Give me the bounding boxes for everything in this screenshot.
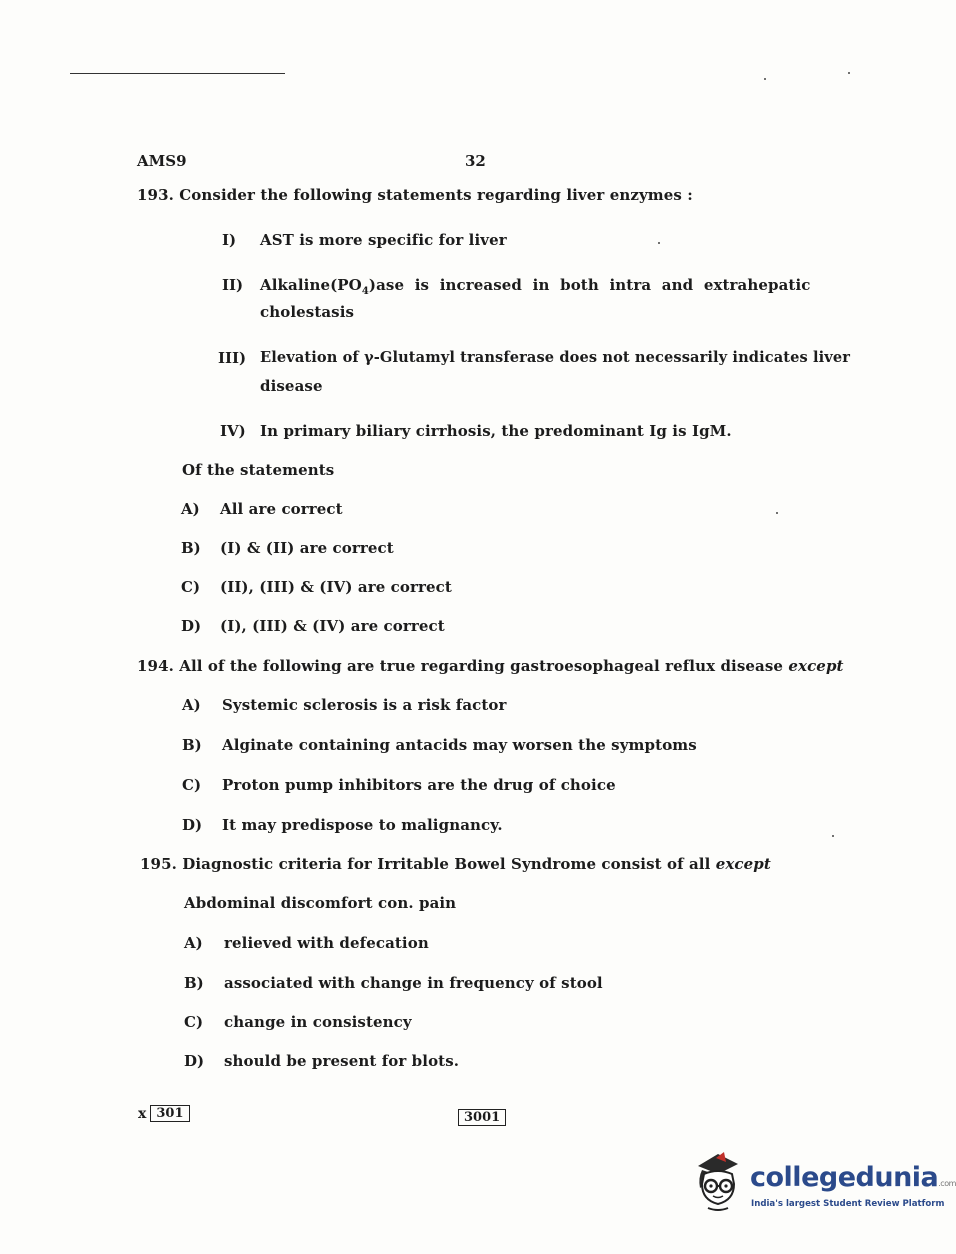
option-label: D) [182, 816, 203, 834]
statement-label: III) [218, 349, 247, 367]
question-prompt: Diagnostic criteria for Irritable Bowel Syndrome consist of all [182, 855, 711, 873]
question-194 [137, 657, 844, 675]
option-text: Systemic sclerosis is a risk factor [222, 696, 507, 714]
option-text: change in consistency [224, 1013, 412, 1031]
footer-code-box: 301 [150, 1105, 189, 1122]
option-label: A) [181, 500, 200, 518]
statement-text [260, 276, 811, 297]
statement-text: Elevation of γ-Glutamyl transferase does not necessarily indicates liver [260, 349, 851, 366]
question-prompt: Consider the following statements regarding liver enzymes : [179, 186, 693, 204]
option-label: B) [182, 736, 202, 754]
scan-speck [832, 835, 834, 837]
question-emphasis: except [715, 855, 771, 873]
option-label: D) [184, 1052, 205, 1070]
question-number: 193. [137, 186, 174, 204]
collegedunia-watermark [688, 1148, 956, 1218]
option-label: C) [184, 1013, 204, 1031]
statement-text-part: Alkaline(PO [260, 276, 362, 294]
option-label: D) [181, 617, 202, 635]
exam-code: AMS9 [137, 152, 187, 170]
sub-prompt: Abdominal discomfort con. pain [184, 894, 457, 912]
brand-suffix: .com [938, 1179, 956, 1188]
top-rule [70, 73, 285, 74]
option-text: Proton pump inhibitors are the drug of choice [222, 776, 616, 794]
option-label: B) [184, 974, 204, 992]
statement-text-continued: cholestasis [260, 303, 355, 321]
sub-prompt: Of the statements [182, 461, 335, 479]
statement-label: IV) [220, 422, 246, 440]
statement-text-part: )ase is increased in both intra and extrahepatic [368, 276, 811, 294]
footer-center [458, 1106, 506, 1125]
option-text: should be present for blots. [224, 1052, 460, 1070]
scan-speck [848, 72, 850, 74]
footer-center-code-box: 3001 [458, 1109, 506, 1126]
option-label: A) [182, 696, 201, 714]
brand-tagline: India's largest Student Review Platform [751, 1199, 945, 1209]
option-text: (I), (III) & (IV) are correct [220, 617, 445, 635]
option-text: All are correct [220, 500, 343, 518]
option-text: (I) & (II) are correct [220, 539, 394, 557]
option-text: It may predispose to malignancy. [222, 816, 503, 834]
statement-text: In primary biliary cirrhosis, the predominant Ig is IgM. [260, 422, 732, 440]
footer-prefix: x [138, 1105, 147, 1122]
statement-text-continued: disease [260, 377, 323, 395]
brand-text: collegedunia [750, 1162, 939, 1193]
question-prompt: All of the following are true regarding gastroesophageal reflux disease [179, 657, 784, 675]
question-number: 194. [137, 657, 174, 675]
statement-text: AST is more specific for liver [260, 231, 507, 249]
brand-name [750, 1162, 956, 1193]
statement-label: II) [222, 276, 244, 294]
option-text: Alginate containing antacids may worsen the symptoms [222, 736, 697, 754]
question-emphasis: except [788, 657, 844, 675]
statement-label: I) [222, 231, 237, 249]
option-text: relieved with defecation [224, 934, 429, 952]
page-number: 32 [465, 152, 486, 170]
scan-speck [764, 78, 766, 80]
option-label: C) [182, 776, 202, 794]
scan-speck [658, 242, 660, 244]
option-text: associated with change in frequency of stool [224, 974, 603, 992]
question-number: 195. [140, 855, 177, 873]
mascot-icon [688, 1148, 750, 1214]
option-label: A) [184, 934, 203, 952]
footer-left [138, 1105, 190, 1122]
option-label: C) [181, 578, 201, 596]
option-label: B) [181, 539, 201, 557]
question-195 [140, 855, 771, 873]
question-193 [137, 186, 693, 204]
subscript: 4 [361, 286, 369, 297]
scan-speck [776, 512, 778, 514]
option-text: (II), (III) & (IV) are correct [220, 578, 452, 596]
